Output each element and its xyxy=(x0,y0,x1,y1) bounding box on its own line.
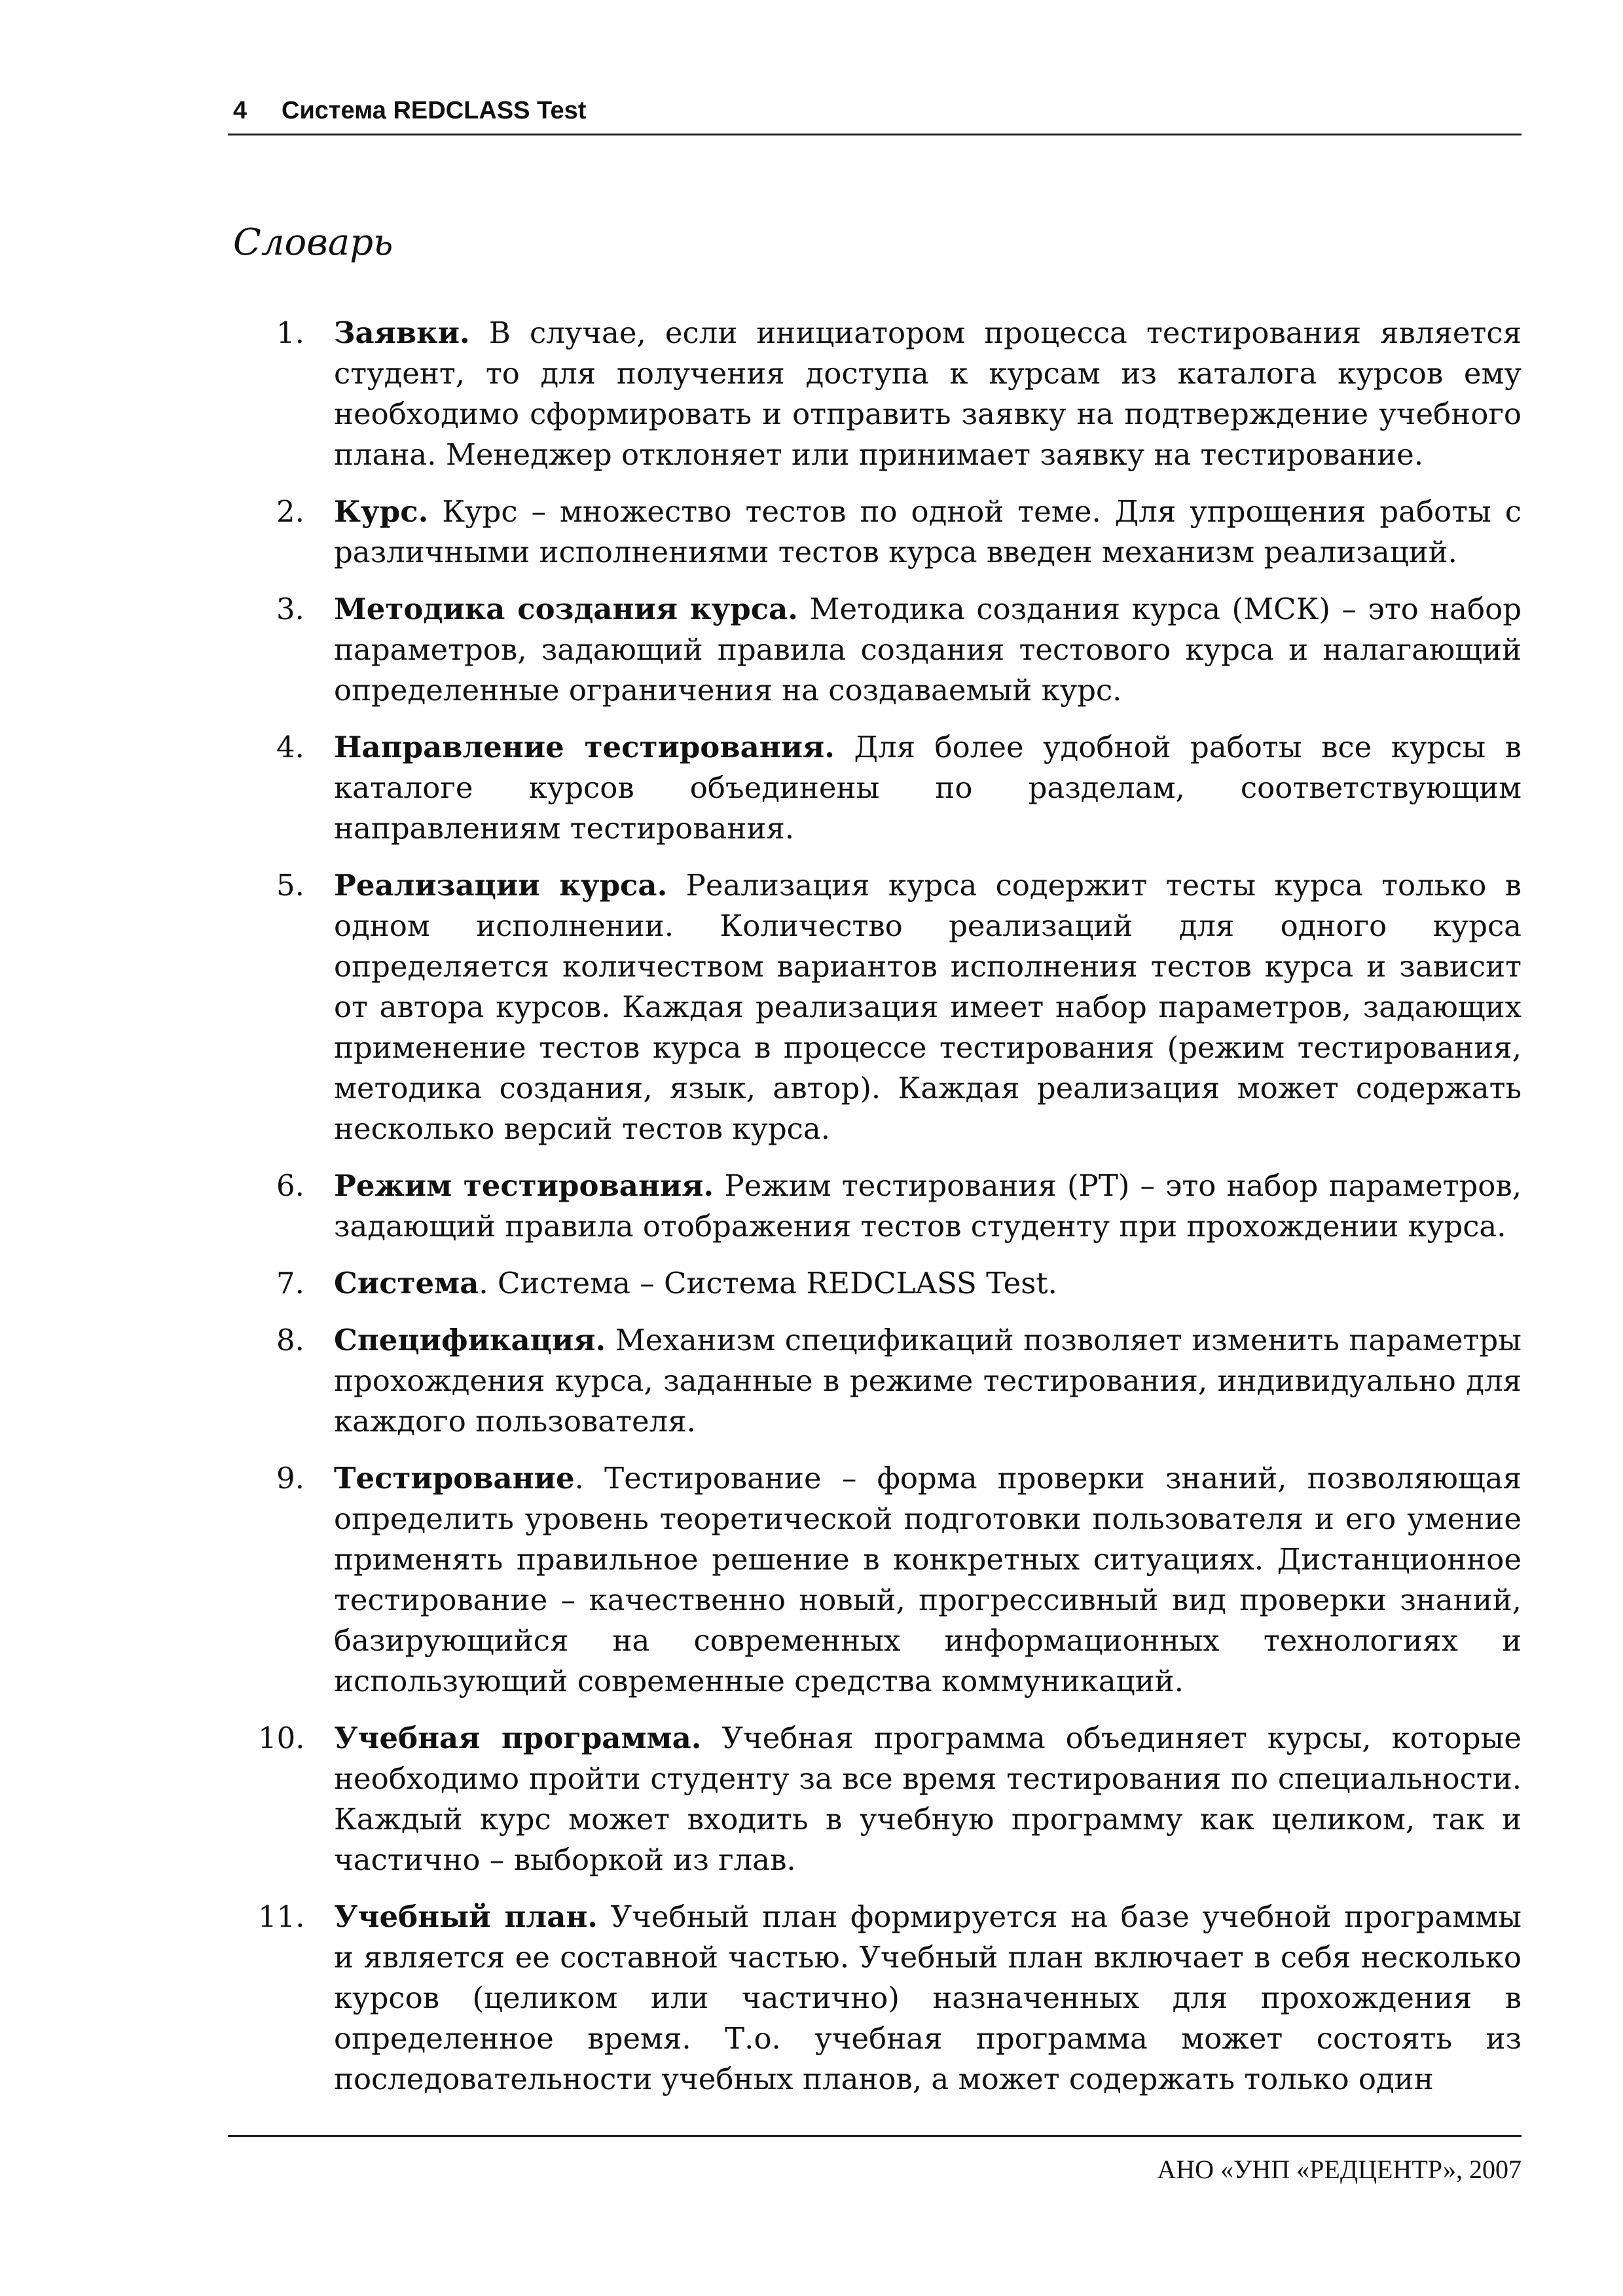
entry-number: 8. xyxy=(276,1323,304,1357)
entry-definition: . Тестирование – форма проверки знаний, позволяющая определить уровень теоретической подготовки пользователя и его умение применять правильное решение в конкретных ситуациях. Дистанционное тестирование – качественно новый, прогрессивный вид проверки знаний, базирующийся на современных информационных технологиях и использующий современные средства коммуникаций. xyxy=(334,1461,1522,1698)
glossary-entry xyxy=(262,492,1522,573)
entry-term: Учебный план. xyxy=(334,1899,598,1934)
document-title: Система REDCLASS Test xyxy=(282,97,587,124)
entry-number: 10. xyxy=(258,1721,305,1755)
footer-organization: АНО «УНП «РЕДЦЕНТР», 2007 xyxy=(1157,2155,1522,2184)
entry-number: 5. xyxy=(276,868,304,903)
glossary-entry xyxy=(262,313,1522,475)
entry-term: Реализации курса. xyxy=(334,868,668,903)
entry-term: Спецификация. xyxy=(334,1323,606,1357)
entry-definition: Реализация курса содержит тесты курса только в одном исполнении. Количество реализаций для одного курса определяется количеством вариантов исполнения тестов курса и зависит от автора курсов. Каждая реализация имеет набор параметров, задающих применение тестов курса в процессе тестирования (режим тестирования, методика создания, язык, автор). Каждая реализация может содержать несколько версий тестов курса. xyxy=(334,868,1522,1146)
entry-number: 4. xyxy=(276,730,304,764)
page-header xyxy=(228,94,1522,135)
entry-term: Направление тестирования. xyxy=(334,730,835,764)
entry-number: 2. xyxy=(276,494,304,529)
glossary-list xyxy=(258,313,1522,2116)
entry-term: Система xyxy=(334,1266,479,1300)
entry-term: Тестирование xyxy=(334,1461,575,1496)
glossary-entry xyxy=(262,1458,1522,1702)
entry-definition: Курс – множество тестов по одной теме. Для упрощения работы с различными исполнениями тестов курса введен механизм реализаций. xyxy=(334,494,1522,569)
page-footer xyxy=(228,2135,1522,2184)
entry-definition: Механизм спецификаций позволяет изменить параметры прохождения курса, заданные в режиме тестирования, индивидуально для каждого пользователя. xyxy=(334,1323,1522,1439)
glossary-entry xyxy=(262,865,1522,1149)
entry-number: 9. xyxy=(276,1461,304,1496)
glossary-entry xyxy=(258,1897,1522,2100)
entry-definition: Для более удобной работы все курсы в каталоге курсов объединены по разделам, соответствующим направлениям тестирования. xyxy=(334,730,1522,846)
glossary-entry xyxy=(262,727,1522,849)
glossary-entry xyxy=(262,1320,1522,1442)
glossary-entry xyxy=(262,1166,1522,1247)
section-title: Словарь xyxy=(233,221,393,264)
entry-number: 3. xyxy=(276,592,304,626)
page-number: 4 xyxy=(233,97,247,124)
entry-definition: Учебная программа объединяет курсы, которые необходимо пройти студенту за все время тестирования по специальности. Каждый курс может входить в учебную программу как целиком, так и частично – выборкой из глав. xyxy=(334,1721,1522,1877)
entry-definition: В случае, если инициатором процесса тестирования является студент, то для получения доступа к курсам из каталога курсов ему необходимо сформировать и отправить заявку на подтверждение учебного плана. Менеджер отклоняет или принимает заявку на тестирование. xyxy=(334,315,1522,472)
glossary-entry xyxy=(262,589,1522,711)
entry-definition: Учебный план формируется на базе учебной программы и является ее составной частью. Учебный план включает в себя несколько курсов (целиком или частично) назначенных для прохождения в определенное время. Т.о. учебная программа может состоять из последовательности учебных планов, а может содержать только один xyxy=(334,1899,1522,2096)
glossary-entry xyxy=(258,1718,1522,1880)
entry-term: Курс. xyxy=(334,494,429,529)
entry-definition: . Система – Система REDCLASS Test. xyxy=(479,1266,1057,1300)
entry-term: Учебная программа. xyxy=(334,1721,702,1755)
entry-term: Режим тестирования. xyxy=(334,1168,714,1203)
glossary-entry xyxy=(262,1263,1522,1304)
entry-number: 11. xyxy=(258,1899,305,1934)
entry-term: Методика создания курса. xyxy=(334,592,798,626)
entry-term: Заявки. xyxy=(334,315,470,350)
entry-number: 1. xyxy=(276,315,304,350)
entry-number: 7. xyxy=(276,1266,304,1300)
entry-definition: Методика создания курса (МСК) – это набор параметров, задающий правила создания тестового курса и налагающий определенные ограничения на создаваемый курс. xyxy=(334,592,1522,708)
entry-definition: Режим тестирования (РТ) – это набор параметров, задающий правила отображения тестов студенту при прохождении курса. xyxy=(334,1168,1522,1244)
entry-number: 6. xyxy=(276,1168,304,1203)
